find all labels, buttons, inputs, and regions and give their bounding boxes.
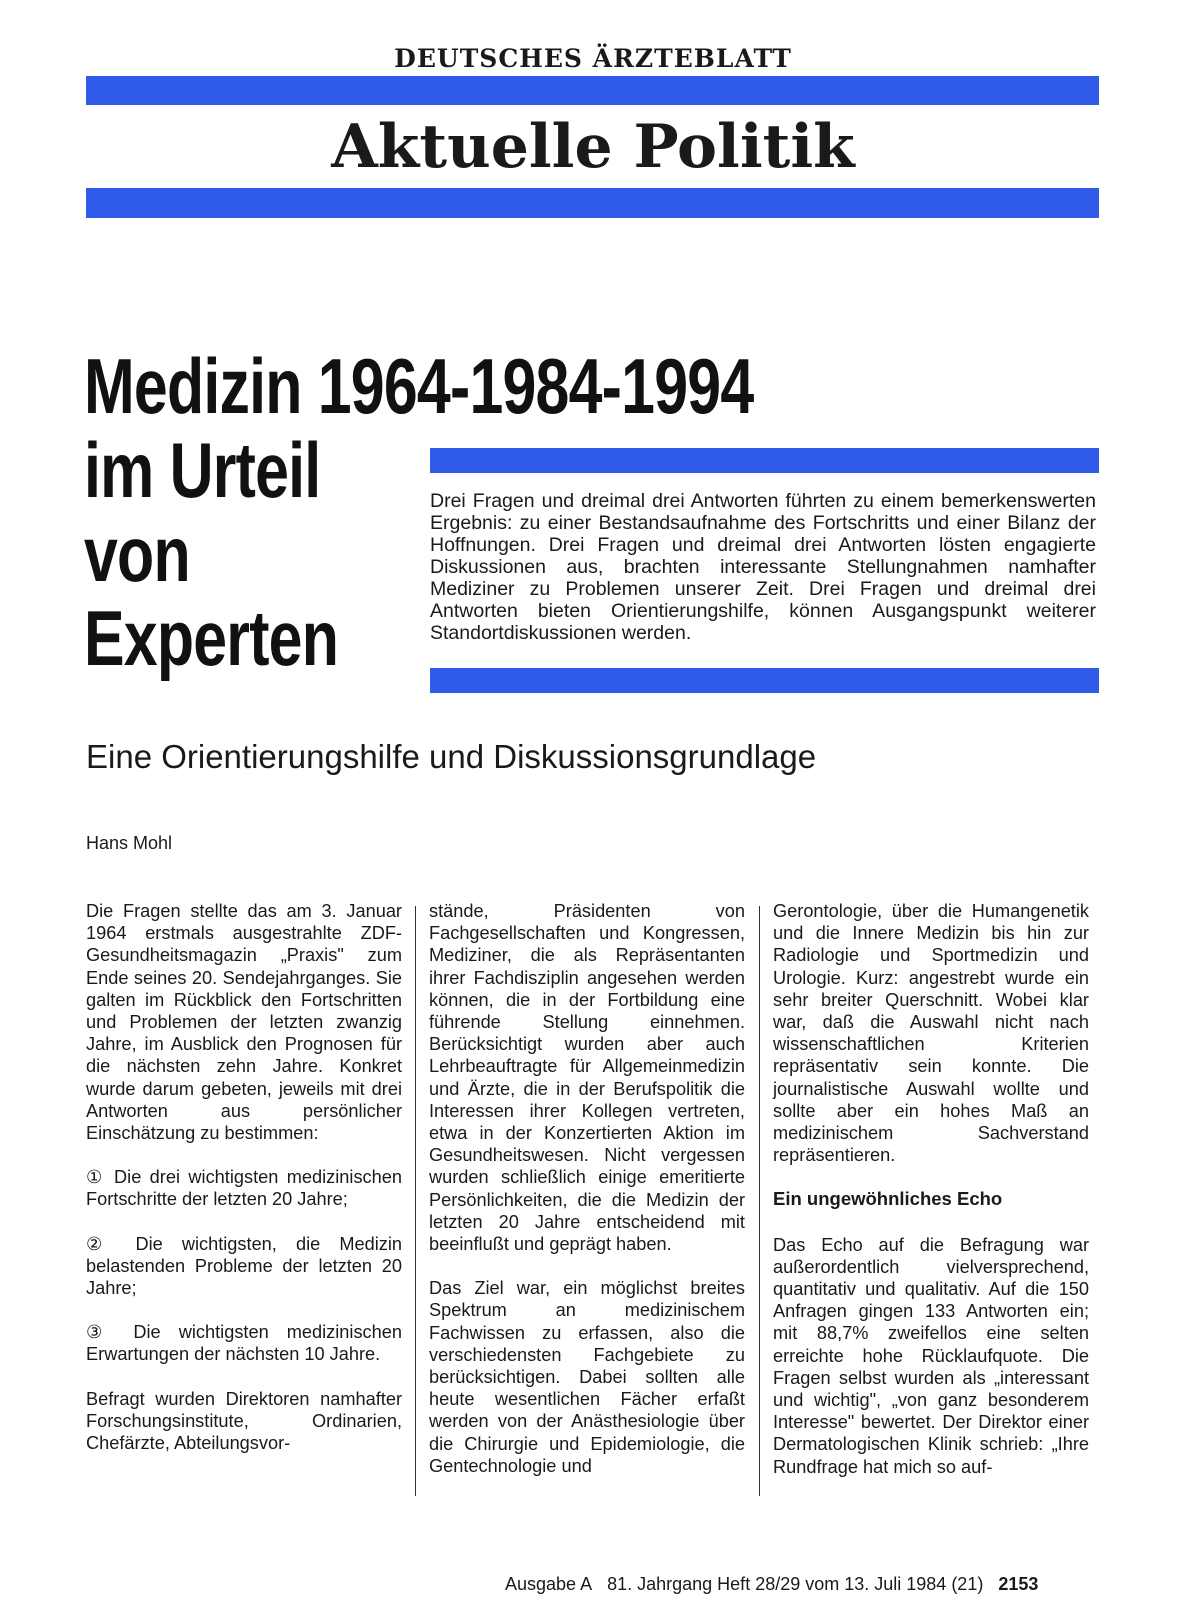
lead-bar-top (430, 448, 1099, 473)
page-number: 2153 (998, 1574, 1039, 1594)
lead-paragraph: Drei Fragen und dreimal drei Antworten führten zu einem bemerkenswerten Ergebnis: zu einer Bestandsaufnahme des Fortschritts und einer Bilanz der Hoffnungen. Drei Fragen und dreimal drei Antworten lösten engagierte Diskussionen aus, brachten interessante Stellungnahmen namhafter Mediziner zu Problemen unserer Zeit. Drei Fragen und dreimal drei Antworten bieten Orientierungshilfe, können Ausgangspunkt weiterer Standortdiskussionen werden. (430, 490, 1096, 644)
headline-line-1: Medizin 1964-1984-1994 (84, 342, 754, 430)
section-title: Aktuelle Politik (331, 112, 855, 182)
subtitle: Eine Orientierungshilfe und Diskussionsgrundlage (86, 738, 817, 775)
headline-line-4: Experten (84, 594, 339, 682)
footer-issue: 81. Jahrgang Heft 28/29 vom 13. Juli 1984 (21) (607, 1574, 984, 1594)
masthead-bar-bottom (86, 188, 1099, 218)
author: Hans Mohl (86, 833, 173, 853)
col1-paragraph-5: Befragt wurden Direktoren namhafter Forschungsinstitute, Ordinarien, Chefärzte, Abteilungsvor- (86, 1388, 402, 1454)
footer-edition: Ausgabe A (505, 1574, 593, 1594)
lead-bar-bottom (430, 668, 1099, 693)
col1-question-2: ② Die wichtigsten, die Medizin belastenden Probleme der letzten 20 Jahre; (86, 1233, 402, 1299)
masthead-bar-top (86, 76, 1099, 105)
column-rule-2 (759, 906, 760, 1496)
col3-heading: Ein ungewöhnliches Echo (773, 1188, 1003, 1210)
headline-line-2: im Urteil (84, 426, 321, 514)
col3-paragraph-2: Das Echo auf die Befragung war außerordentlich vielversprechend, quantitativ und qualitativ. Auf die 150 Anfragen gingen 133 Antworten ein; mit 88,7% zweifellos eine selten erreichte hohe Rücklaufquote. Die Fragen selbst wurden als „interessant und wichtig", „von ganz besonderem Interesse" bewertet. Der Direktor einer Dermatologischen Klinik schrieb: „Ihre Rundfrage hat mich so auf- (773, 1234, 1089, 1477)
column-1 (86, 900, 402, 1476)
column-3 (773, 900, 1089, 1500)
headline-line-3: von (84, 510, 190, 598)
col1-paragraph-1: Die Fragen stellte das am 3. Januar 1964 erstmals ausgestrahlte ZDF-Gesundheitsmagazin „Praxis" zum Ende seines 20. Sendejahrganges. Sie galten im Rückblick den Fortschritten und Problemen der letzten zwanzig Jahre, im Ausblick den Prognosen für die nächsten zehn Jahre. Konkret wurde darum gebeten, jeweils mit drei Antworten aus persönlicher Einschätzung zu bestimmen: (86, 901, 402, 1144)
col2-paragraph-2: Das Ziel war, ein möglichst breites Spektrum an medizinischem Fachwissen zu erfassen, also die verschiedensten Fachgebiete zu berücksichtigen. Dabei sollten alle heute wesentlichen Fächer erfaßt werden von der Anästhesiologie über die Chirurgie und Epidemiologie, die Gentechnologie und (429, 1278, 745, 1476)
footer (505, 1574, 1038, 1595)
masthead: DEUTSCHES ÄRZTEBLATT (394, 44, 792, 73)
column-2 (429, 900, 745, 1499)
col1-question-3: ③ Die wichtigsten medizinischen Erwartungen der nächsten 10 Jahre. (86, 1322, 402, 1365)
col2-paragraph-1: stände, Präsidenten von Fachgesellschaften und Kongressen, Mediziner, die als Repräsentanten ihrer Fachdisziplin angesehen werden können, die in der Fortbildung eine führende Stellung einnehmen. Berücksichtigt wurden aber auch Lehrbeauftragte für Allgemeinmedizin und Ärzte, die in der Berufspolitik die Interessen ihrer Kollegen vertreten, etwa in der Konzertierten Aktion im Gesundheitswesen. Nicht vergessen wurden schließlich einige emeritierte Persönlichkeiten, die die Medizin der letzten 20 Jahre entscheidend mit beeinflußt und geprägt haben. (429, 901, 745, 1255)
col3-paragraph-1: Gerontologie, über die Humangenetik und die Innere Medizin bis hin zur Radiologie und Sportmedizin und Urologie. Kurz: angestrebt wurde ein sehr breiter Querschnitt. Wobei klar war, daß die Auswahl nicht nach wissenschaftlichen Kriterien repräsentativ sein konnte. Die journalistische Auswahl wollte und sollte aber ein hohes Maß an medizinischem Sachverstand repräsentieren. (773, 901, 1089, 1166)
column-rule-1 (415, 906, 416, 1496)
col1-question-1: ① Die drei wichtigsten medizinischen Fortschritte der letzten 20 Jahre; (86, 1167, 402, 1210)
